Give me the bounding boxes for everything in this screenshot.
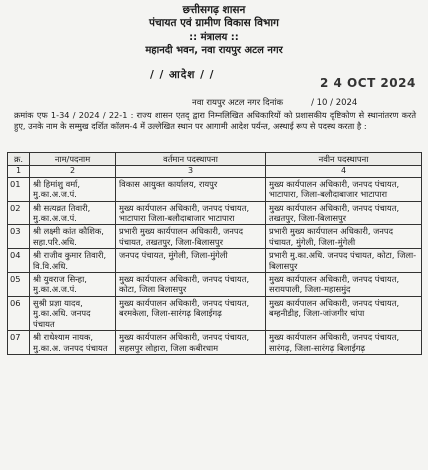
table-colnum-row: [8, 166, 422, 177]
date-stamp: 2 4 OCT 2024: [320, 76, 416, 90]
cell-name: श्री राधेश्याम नायक, मु.का.अ. जनपद पंचायत: [30, 331, 116, 355]
cell-sno: 06: [8, 296, 30, 330]
cell-new: मुख्य कार्यपालन अधिकारी, जनपद पंचायत, भाटापारा, जिला-बलौदाबाजार भाटापारा: [266, 177, 422, 201]
cell-new: मुख्य कार्यपालन अधिकारी, जनपद पंचायत, तखतपुर, जिला-बिलासपुर: [266, 201, 422, 225]
order-paragraph: क्रमांक एफ 1-34 / 2024 / 22-1 : राज्य शासन एतद् द्वारा निम्नलिखित अधिकारियों को प्रशासकीय दृष्टिकोण से स्थानांतरण करते हुए, उनके नाम के सम्मुख दर्शित कॉलम-4 में उल्लेखित स्थान पर आगामी आदेश पर्यन्त, अस्थाई रूप से पदस्थ करता है :: [14, 110, 416, 131]
cell-current: प्रभारी मुख्य कार्यपालन अधिकारी, जनपद पंचायत, तखतपुर, जिला-बिलासपुर: [116, 225, 266, 249]
date-suffix: / 10 / 2024: [311, 98, 358, 108]
cell-new: मुख्य कार्यपालन अधिकारी, जनपद पंचायत, बम्हनीडीह, जिला-जांजगीर चांपा: [266, 296, 422, 330]
table-row: [8, 201, 422, 225]
office-address: महानदी भवन, नवा रायपुर अटल नगर: [145, 45, 283, 56]
cell-sno: 05: [8, 273, 30, 297]
cell-new: प्रभारी मुख्य कार्यपालन अधिकारी, जनपद पंचायत, मुंगेली, जिला-मुंगेली: [266, 225, 422, 249]
colnum-1: 1: [8, 166, 30, 177]
header-new-posting: नवीन पदस्थापना: [266, 153, 422, 166]
header-current-posting: वर्तमान पदस्थापना: [116, 153, 266, 166]
table-row: [8, 225, 422, 249]
table-header-row: [8, 153, 422, 166]
department-name: पंचायत एवं ग्रामीण विकास विभाग: [149, 17, 279, 29]
cell-current: मुख्य कार्यपालन अधिकारी, जनपद पंचायत, कोटा, जिला बिलासपुर: [116, 273, 266, 297]
cell-name: सुश्री प्रज्ञा यादव, मु.का.अधि. जनपद पंचायत: [30, 296, 116, 330]
cell-sno: 03: [8, 225, 30, 249]
place-date-label: नवा रायपुर अटल नगर दिनांक: [192, 98, 284, 108]
header-name: नाम/पदनाम: [30, 153, 116, 166]
cell-current: मुख्य कार्यपालन अधिकारी, जनपद पंचायत, भाटापारा जिला-बलौदाबाजार भाटापारा: [116, 201, 266, 225]
cell-current: मुख्य कार्यपालन अधिकारी, जनपद पंचायत, बरमकेला, जिला-सारंगढ़ बिलाईगढ़: [116, 296, 266, 330]
colnum-4: 4: [266, 166, 422, 177]
table-row: [8, 273, 422, 297]
govt-name: छत्तीसगढ़ शासन: [182, 4, 246, 16]
cell-name: श्री युवराज सिन्हा, मु.का.अ.ज.पं.: [30, 273, 116, 297]
table-row: [8, 249, 422, 273]
header-sno: क्र.: [8, 153, 30, 166]
place-date-line: [192, 97, 357, 108]
cell-new: प्रभारी मु.का.अधि. जनपद पंचायत, कोटा, जिला-बिलासपुर: [266, 249, 422, 273]
cell-new: मुख्य कार्यपालन अधिकारी, जनपद पंचायत, सरायपाली, जिला-महासमुंद: [266, 273, 422, 297]
table-row: [8, 177, 422, 201]
table-row: [8, 331, 422, 355]
cell-name: श्री सत्यव्रत तिवारी, मु.का.अ.ज.पं.: [30, 201, 116, 225]
cell-sno: 04: [8, 249, 30, 273]
cell-new: मुख्य कार्यपालन अधिकारी, जनपद पंचायत, सारंगढ़, जिला-सारंगढ़ बिलाईगढ़: [266, 331, 422, 355]
cell-current: जनपद पंचायत, मुंगेली, जिला-मुंगेली: [116, 249, 266, 273]
cell-current: मुख्य कार्यपालन अधिकारी, जनपद पंचायत, सहसपुर लोहारा, जिला कबीरधाम: [116, 331, 266, 355]
order-title: / / आदेश / /: [150, 69, 215, 81]
cell-sno: 01: [8, 177, 30, 201]
colnum-3: 3: [116, 166, 266, 177]
cell-current: विकास आयुक्त कार्यालय, रायपुर: [116, 177, 266, 201]
cell-name: श्री हिमांशु वर्मा, मु.का.अ.ज.पं.: [30, 177, 116, 201]
cell-sno: 02: [8, 201, 30, 225]
transfer-table: [7, 152, 422, 355]
table-row: [8, 296, 422, 330]
colnum-2: 2: [30, 166, 116, 177]
cell-name: श्री लक्ष्मी कांत कौशिक, सहा.परि.अधि.: [30, 225, 116, 249]
cell-sno: 07: [8, 331, 30, 355]
ministry-label: :: मंत्रालय ::: [189, 32, 239, 43]
cell-name: श्री राजीव कुमार तिवारी, वि.वि.अधि.: [30, 249, 116, 273]
